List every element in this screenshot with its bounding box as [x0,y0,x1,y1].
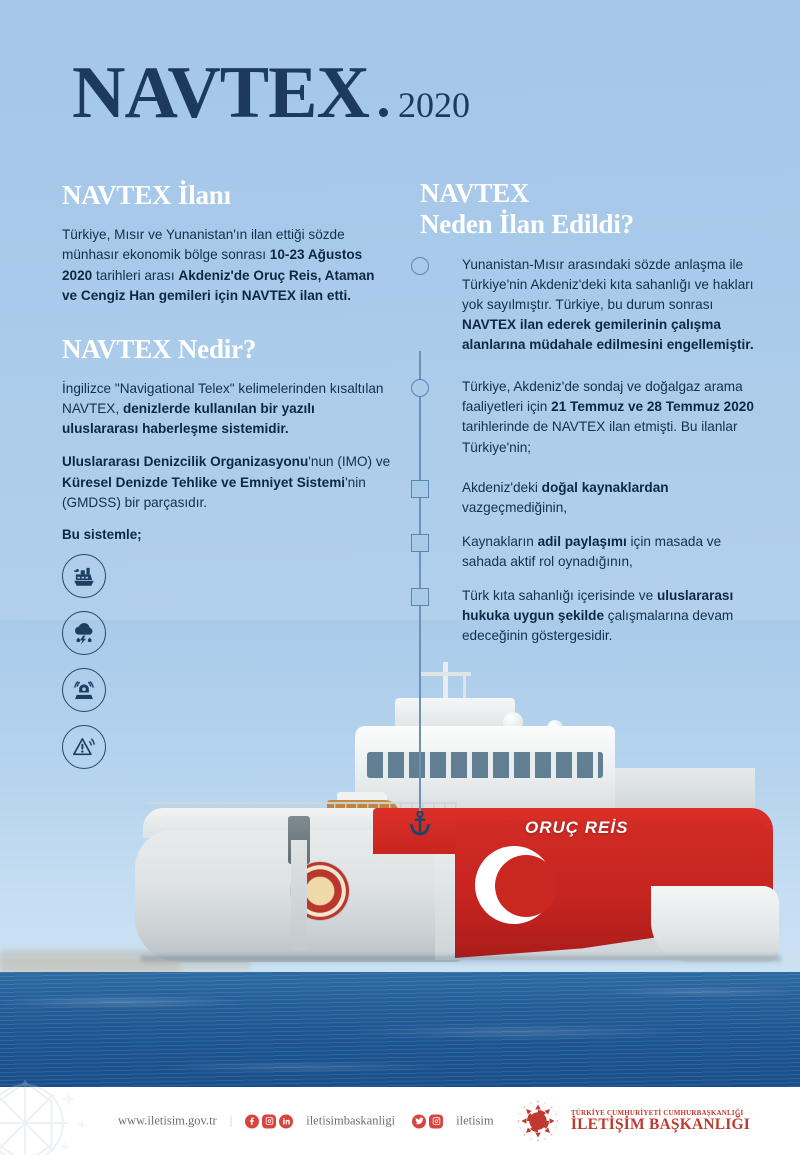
section-heading-navtex-ilani: NAVTEX İlanı [62,180,231,210]
title-main: NAVTEX [72,52,369,134]
bridge-windows [367,752,603,778]
heading-line-2: Neden İlan Edildi? [420,209,634,240]
government-logo [515,1098,750,1144]
benefit-item [62,554,392,598]
timeline-marker-square [411,588,429,606]
social-group-2 [412,1114,443,1128]
facebook-icon[interactable] [245,1114,259,1128]
paragraph-navtex-nedir-1: İngilizce "Navigational Telex" kelimelerinden kısaltılan NAVTEX, denizlerde kullanılan bir yazılı uluslararası haberleşme sistemidir. [62,381,384,437]
timeline-marker-square [411,534,429,552]
timeline-item-text: Türkiye, Akdeniz'de sondaj ve doğalgaz arama faaliyetleri için 21 Temmuz ve 28 Temmuz 2020 tarihlerinde de NAVTEX ilan etmişti. Bu ilanlar Türkiye'nin; [462,379,754,455]
section-heading-neden-ilan-edildi [420,178,760,241]
paragraph-navtex-nedir-2: Uluslararası Denizcilik Organizasyonu'nun (IMO) ve Küresel Denizde Tehlike ve Emniyet Sistemi'nin (GMDSS) bir parçasıdır. [62,454,391,510]
timeline-item-text: Yunanistan-Mısır arasındaki sözde anlaşma ile Türkiye'nin Akdeniz'deki kıta sahanlığı ve hakları yok sayılmıştır. Türkiye, bu durum sonrası NAVTEX ilan ederek gemilerinin çalışma alanlarına müdahale edilmesini engellemiştir. [462,256,754,353]
instagram-icon[interactable] [262,1114,276,1128]
timeline-wrapper [420,255,760,647]
section-heading-navtex-nedir: NAVTEX Nedir? [62,333,257,364]
timeline-item [420,478,760,518]
waterline-shadow [141,956,781,964]
timeline-item-text: Türk kıta sahanlığı içerisinde ve uluslararası hukuka uygun şekilde çalışmalarına devam edeceğinin göstergesidir. [462,588,734,644]
benefit-item [62,611,392,655]
timeline-item [420,586,760,646]
poster-title [72,52,470,134]
footer-divider: | [229,1113,233,1128]
warning-triangle-icon [62,725,106,769]
footer-website[interactable]: www.iletisim.gov.tr [118,1113,217,1128]
decorative-pattern [0,1071,102,1155]
timeline-marker-square [411,480,429,498]
paragraph-navtex-ilani: Türkiye, Mısır ve Yunanistan'ın ilan ettiği sözde münhasır ekonomik bölge sonrası 10-23 Ağustos 2020 tarihleri arası Akdeniz'de Oruç Reis, Ataman ve Cengiz Han gemileri için NAVTEX ilan etti. [62,227,375,303]
timeline-marker-circle [411,379,429,397]
linkedin-icon[interactable] [279,1114,293,1128]
benefit-item [62,668,392,712]
timeline-marker-circle [411,257,429,275]
timeline-item [420,532,760,572]
title-separator-dot [379,108,388,117]
ship-name-text: ORUÇ REİS [525,818,629,837]
benefit-list [62,554,392,769]
logo-text-line-2: İLETİŞİM BAŞKANLIĞI [570,1115,750,1133]
left-column [62,180,392,782]
benefit-item [62,725,392,769]
instagram-icon[interactable] [429,1114,443,1128]
title-year: 2020 [397,85,470,125]
siren-icon [62,668,106,712]
aft-deck [615,768,755,810]
anchor-icon [408,811,432,837]
footer-handle-1[interactable]: iletisimbaskanligi [306,1113,396,1128]
storm-cloud-icon [62,611,106,655]
timeline-item-text: Kaynakların adil paylaşımı için masada ve sahada aktif rol oynadığının, [462,533,722,569]
list-label: Bu sistemle; [62,526,142,542]
footer-handle-2[interactable]: iletisim [456,1113,494,1128]
social-group-1 [245,1114,293,1128]
ship-icon [62,554,106,598]
footer [0,1087,800,1155]
timeline-item-text: Akdeniz'deki doğal kaynaklardan vazgeçmediğinin, [462,479,669,515]
right-column [420,178,760,660]
funnel-column [291,840,307,950]
twitter-icon[interactable] [412,1114,426,1128]
logo-text-line-1: TÜRKİYE CUMHURİYETİ CUMHURBAŞKANLIĞI [570,1108,744,1117]
presidency-rosette-icon [515,1098,561,1144]
timeline-item [420,377,760,457]
footer-social-row [118,1114,494,1129]
bow-hull [651,886,779,962]
turkish-flag-crescent-icon [475,846,563,934]
timeline-item [420,255,760,356]
heading-line-1: NAVTEX [420,178,530,208]
